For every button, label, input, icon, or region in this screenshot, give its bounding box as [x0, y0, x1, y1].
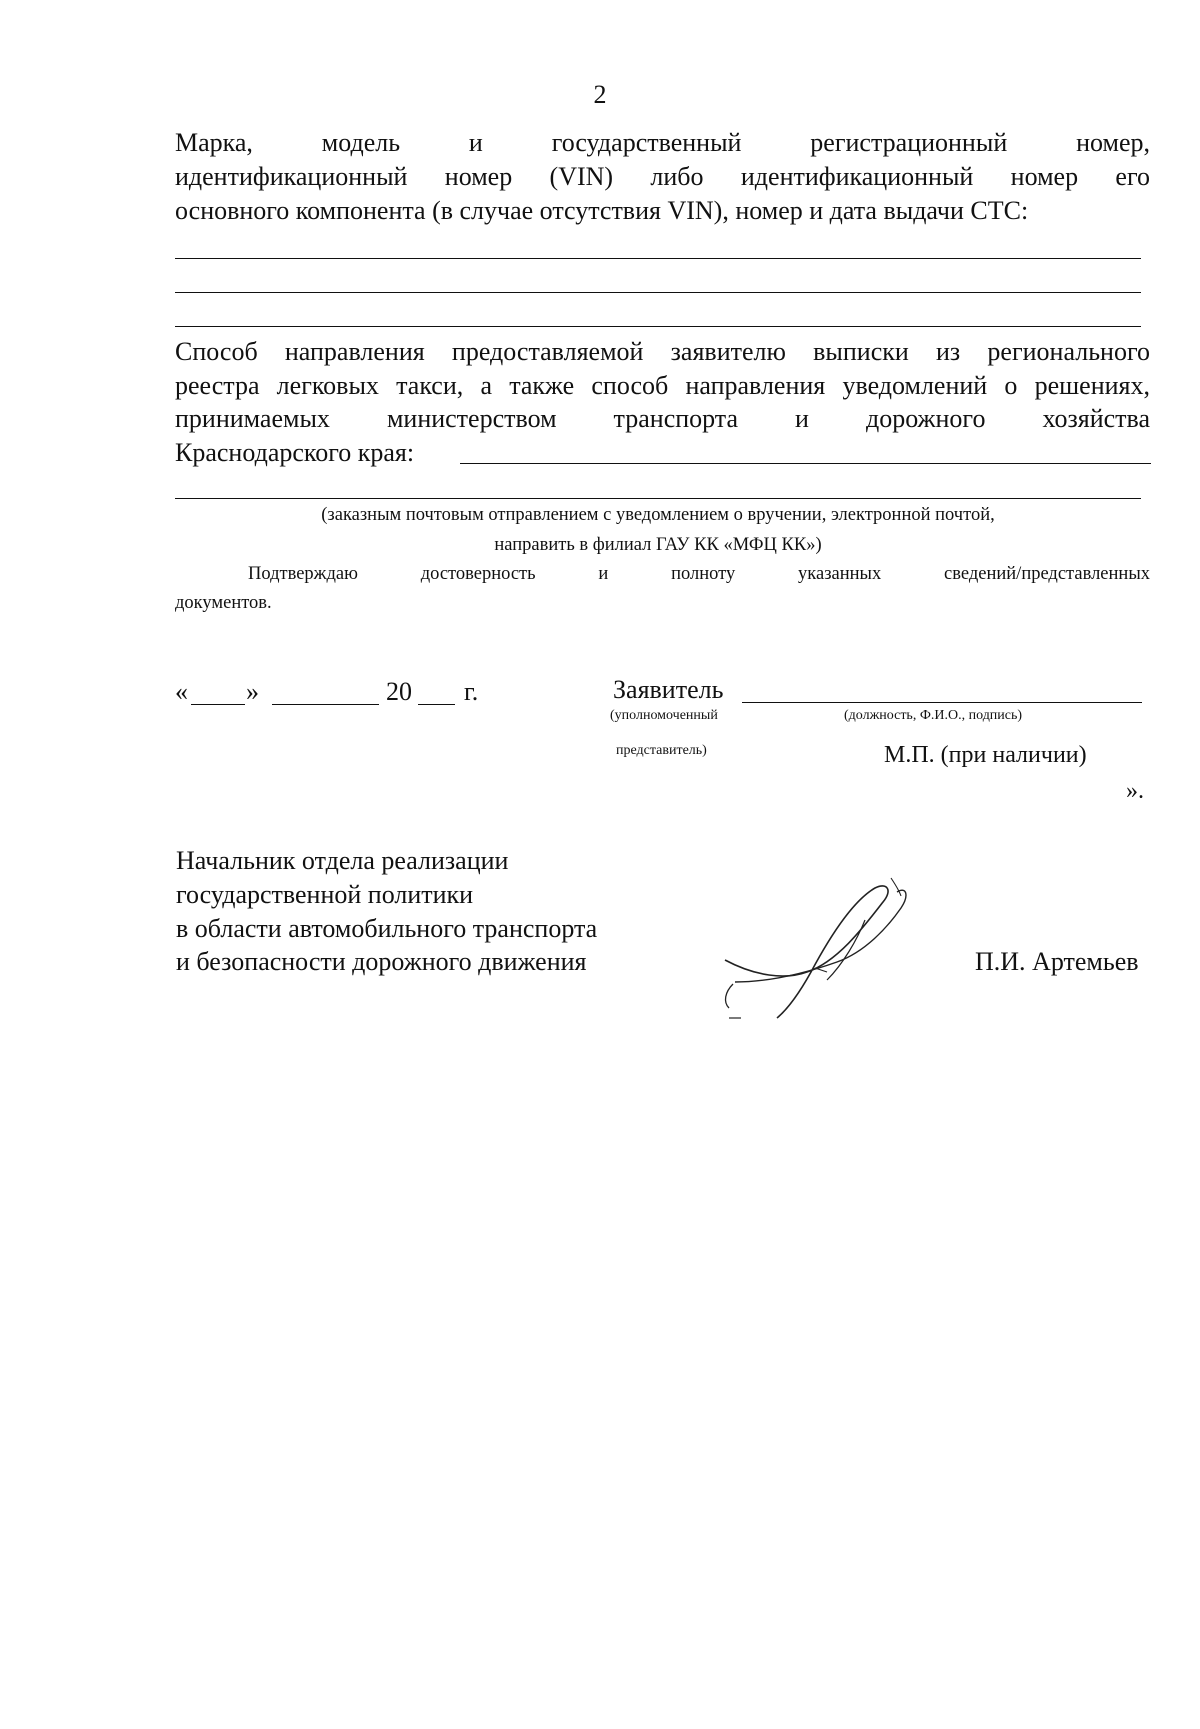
official-title-line-3: в области автомобильного транспорта: [176, 914, 598, 943]
delivery-blank-line-2[interactable]: [175, 498, 1141, 499]
vehicle-blank-line-1[interactable]: [175, 258, 1141, 259]
closing-quote: ».: [1126, 778, 1144, 804]
confirmation-line-2: документов.: [175, 593, 272, 613]
applicant-label: Заявитель: [613, 675, 724, 704]
date-year-blank[interactable]: [418, 704, 455, 705]
vehicle-label-line-1: Марка, модель и государственный регистрационный номер,: [175, 128, 1150, 157]
date-open-quote: «: [175, 677, 188, 706]
delivery-blank-line-1[interactable]: [460, 463, 1151, 464]
delivery-label-line-4: Краснодарского края:: [175, 438, 415, 467]
official-title-line-2: государственной политики: [176, 880, 474, 909]
applicant-signature-hint: (должность, Ф.И.О., подпись): [844, 708, 1023, 723]
delivery-hint-line-1: (заказным почтовым отправлением с уведомлением о вручении, электронной почтой,: [321, 505, 995, 525]
date-day-blank[interactable]: [191, 704, 245, 705]
applicant-signature-blank[interactable]: [742, 702, 1142, 703]
delivery-label-line-3: принимаемых министерством транспорта и дорожного хозяйства: [175, 404, 1150, 433]
date-century: 20: [386, 677, 412, 706]
official-title-line-1: Начальник отдела реализации: [176, 846, 509, 875]
delivery-label-line-1: Способ направления предоставляемой заявителю выписки из регионального: [175, 337, 1150, 366]
delivery-hint-line-2: направить в филиал ГАУ КК «МФЦ КК»): [494, 535, 822, 555]
applicant-note-line-2: представитель): [616, 743, 707, 758]
stamp-label: М.П. (при наличии): [884, 742, 1087, 768]
date-year-suffix: г.: [464, 677, 479, 706]
page-number: 2: [593, 80, 607, 109]
handwritten-signature: [715, 868, 935, 1028]
official-name: П.И. Артемьев: [975, 947, 1139, 976]
official-title-line-4: и безопасности дорожного движения: [176, 947, 587, 976]
date-month-blank[interactable]: [272, 704, 379, 705]
vehicle-blank-line-2[interactable]: [175, 292, 1141, 293]
vehicle-label-line-2: идентификационный номер (VIN) либо идентификационный номер его: [175, 162, 1150, 191]
confirmation-line-1: Подтверждаю достоверность и полноту указанных сведений/представленных: [248, 564, 1150, 584]
vehicle-blank-line-3[interactable]: [175, 326, 1141, 327]
vehicle-label-line-3: основного компонента (в случае отсутствия VIN), номер и дата выдачи СТС:: [175, 196, 1029, 225]
delivery-label-line-2: реестра легковых такси, а также способ направления уведомлений о решениях,: [175, 371, 1150, 400]
applicant-note-line-1: (уполномоченный: [610, 708, 718, 723]
date-close-quote: »: [246, 677, 259, 706]
